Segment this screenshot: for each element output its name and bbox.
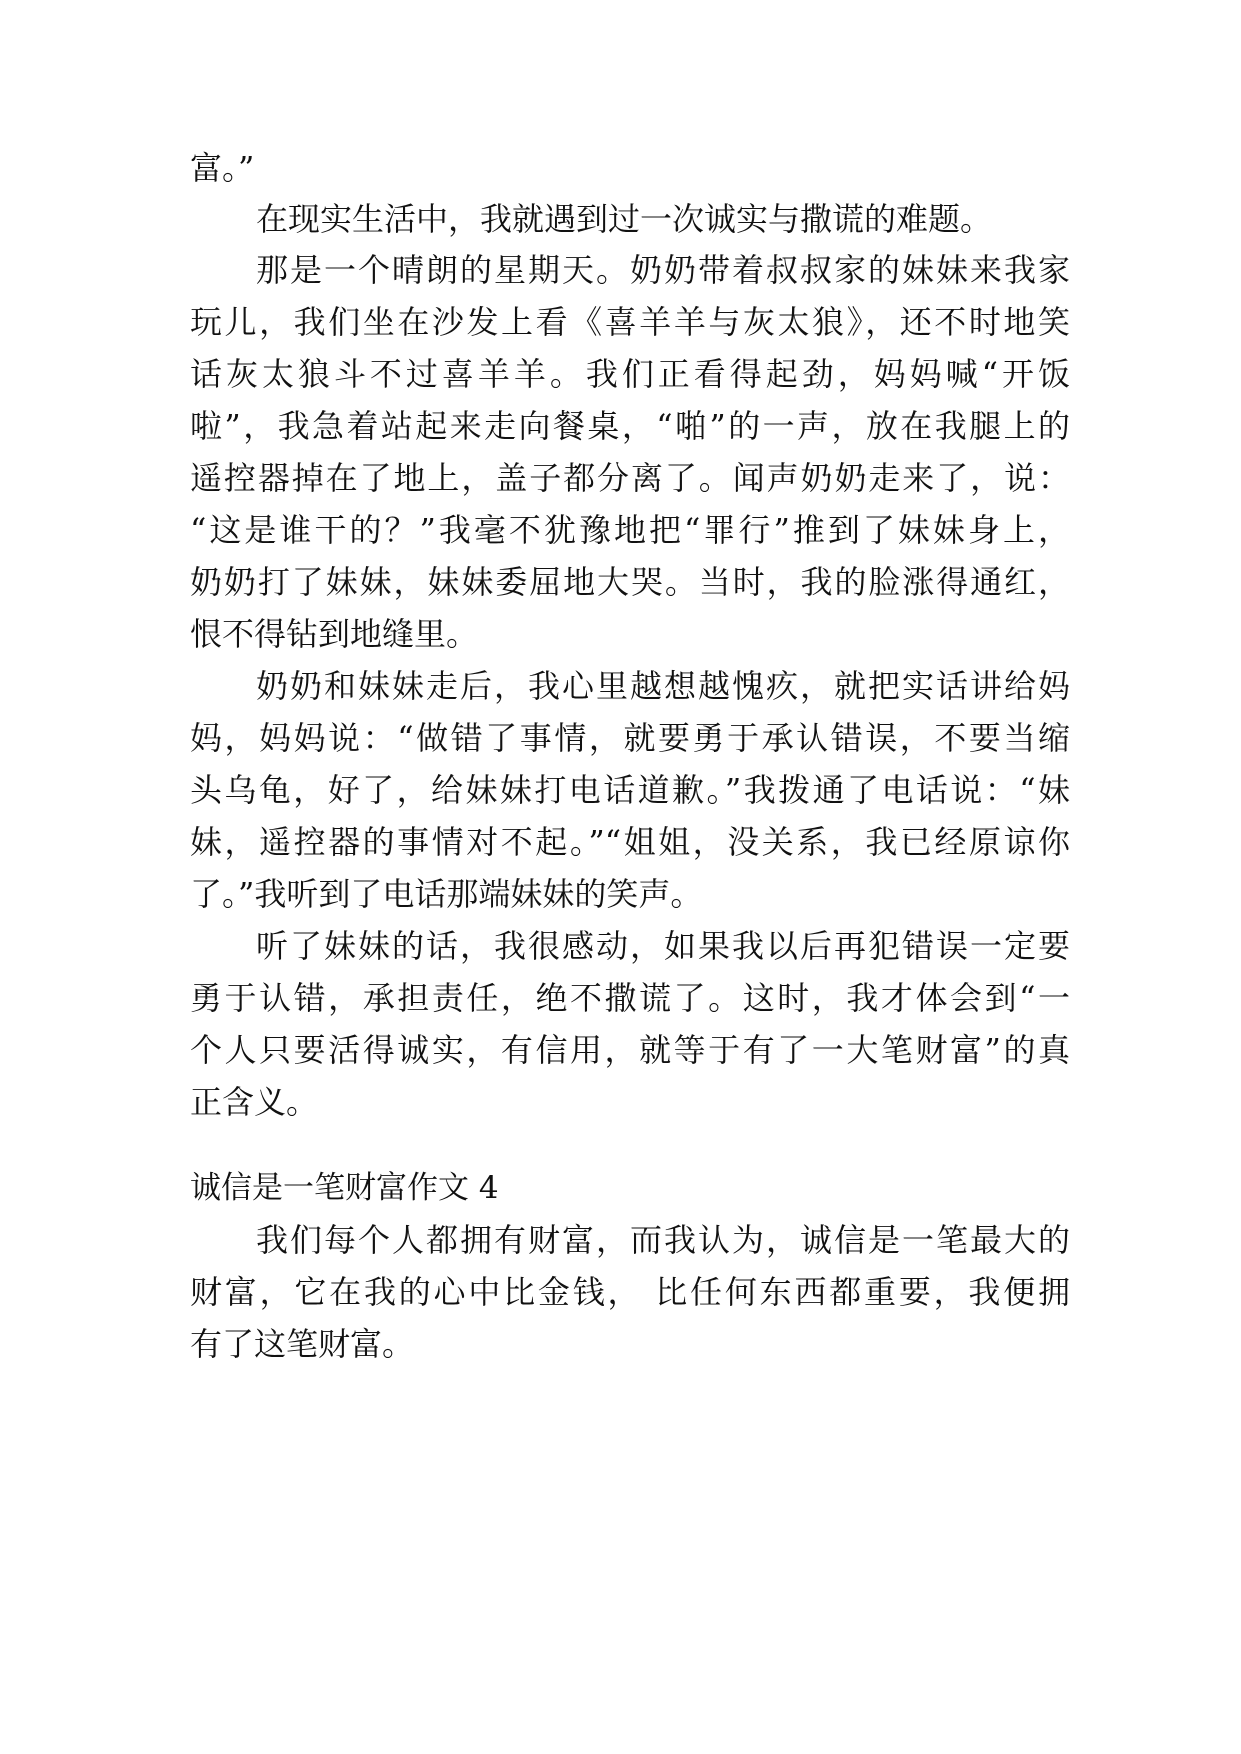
- section-heading: 诚信是一笔财富作文 4: [190, 1170, 499, 1206]
- text-line: 玩儿，我们坐在沙发上看《喜羊羊与灰太狼》，还不时地笑: [190, 303, 1070, 341]
- text-line: 妈，妈妈说：“做错了事情，就要勇于承认错误，不要当缩: [190, 719, 1070, 757]
- text-line: 遥控器掉在了地上，盖子都分离了。闻声奶奶走来了，说：: [190, 459, 1070, 497]
- text-line: 奶奶打了妹妹，妹妹委屈地大哭。当时，我的脸涨得通红，: [190, 563, 1070, 601]
- text-line: 富。”: [190, 149, 255, 187]
- paragraph-line: 那是一个晴朗的星期天。奶奶带着叔叔家的妹妹来我家: [256, 251, 1070, 289]
- text-line: 话灰太狼斗不过喜羊羊。我们正看得起劲，妈妈喊“开饭: [190, 355, 1070, 393]
- text-line: 啦”，我急着站起来走向餐桌，“啪”的一声，放在我腿上的: [190, 407, 1070, 445]
- text-line: “这是谁干的？”我毫不犹豫地把“罪行”推到了妹妹身上，: [190, 511, 1070, 549]
- text-line: 头乌龟，好了，给妹妹打电话道歉。”我拨通了电话说：“妹: [190, 771, 1070, 809]
- paragraph-line: 奶奶和妹妹走后，我心里越想越愧疚，就把实话讲给妈: [256, 667, 1070, 705]
- text-line: 妹，遥控器的事情对不起。”“姐姐，没关系，我已经原谅你: [190, 823, 1070, 861]
- text-line: 财富，它在我的心中比金钱， 比任何东西都重要，我便拥: [190, 1273, 1070, 1311]
- text-line: 有了这笔财富。: [190, 1325, 415, 1363]
- paragraph-line: 听了妹妹的话，我很感动，如果我以后再犯错误一定要: [256, 927, 1070, 965]
- text-line: 了。”我听到了电话那端妹妹的笑声。: [190, 875, 703, 913]
- text-line: 正含义。: [190, 1083, 319, 1121]
- paragraph-line: 我们每个人都拥有财富，而我认为，诚信是一笔最大的: [256, 1221, 1070, 1259]
- paragraph-line: 在现实生活中，我就遇到过一次诚实与撒谎的难题。: [256, 200, 993, 238]
- text-line: 个人只要活得诚实，有信用，就等于有了一大笔财富”的真: [190, 1031, 1070, 1069]
- text-line: 恨不得钻到地缝里。: [190, 615, 479, 653]
- text-line: 勇于认错，承担责任，绝不撒谎了。这时，我才体会到“一: [190, 979, 1070, 1017]
